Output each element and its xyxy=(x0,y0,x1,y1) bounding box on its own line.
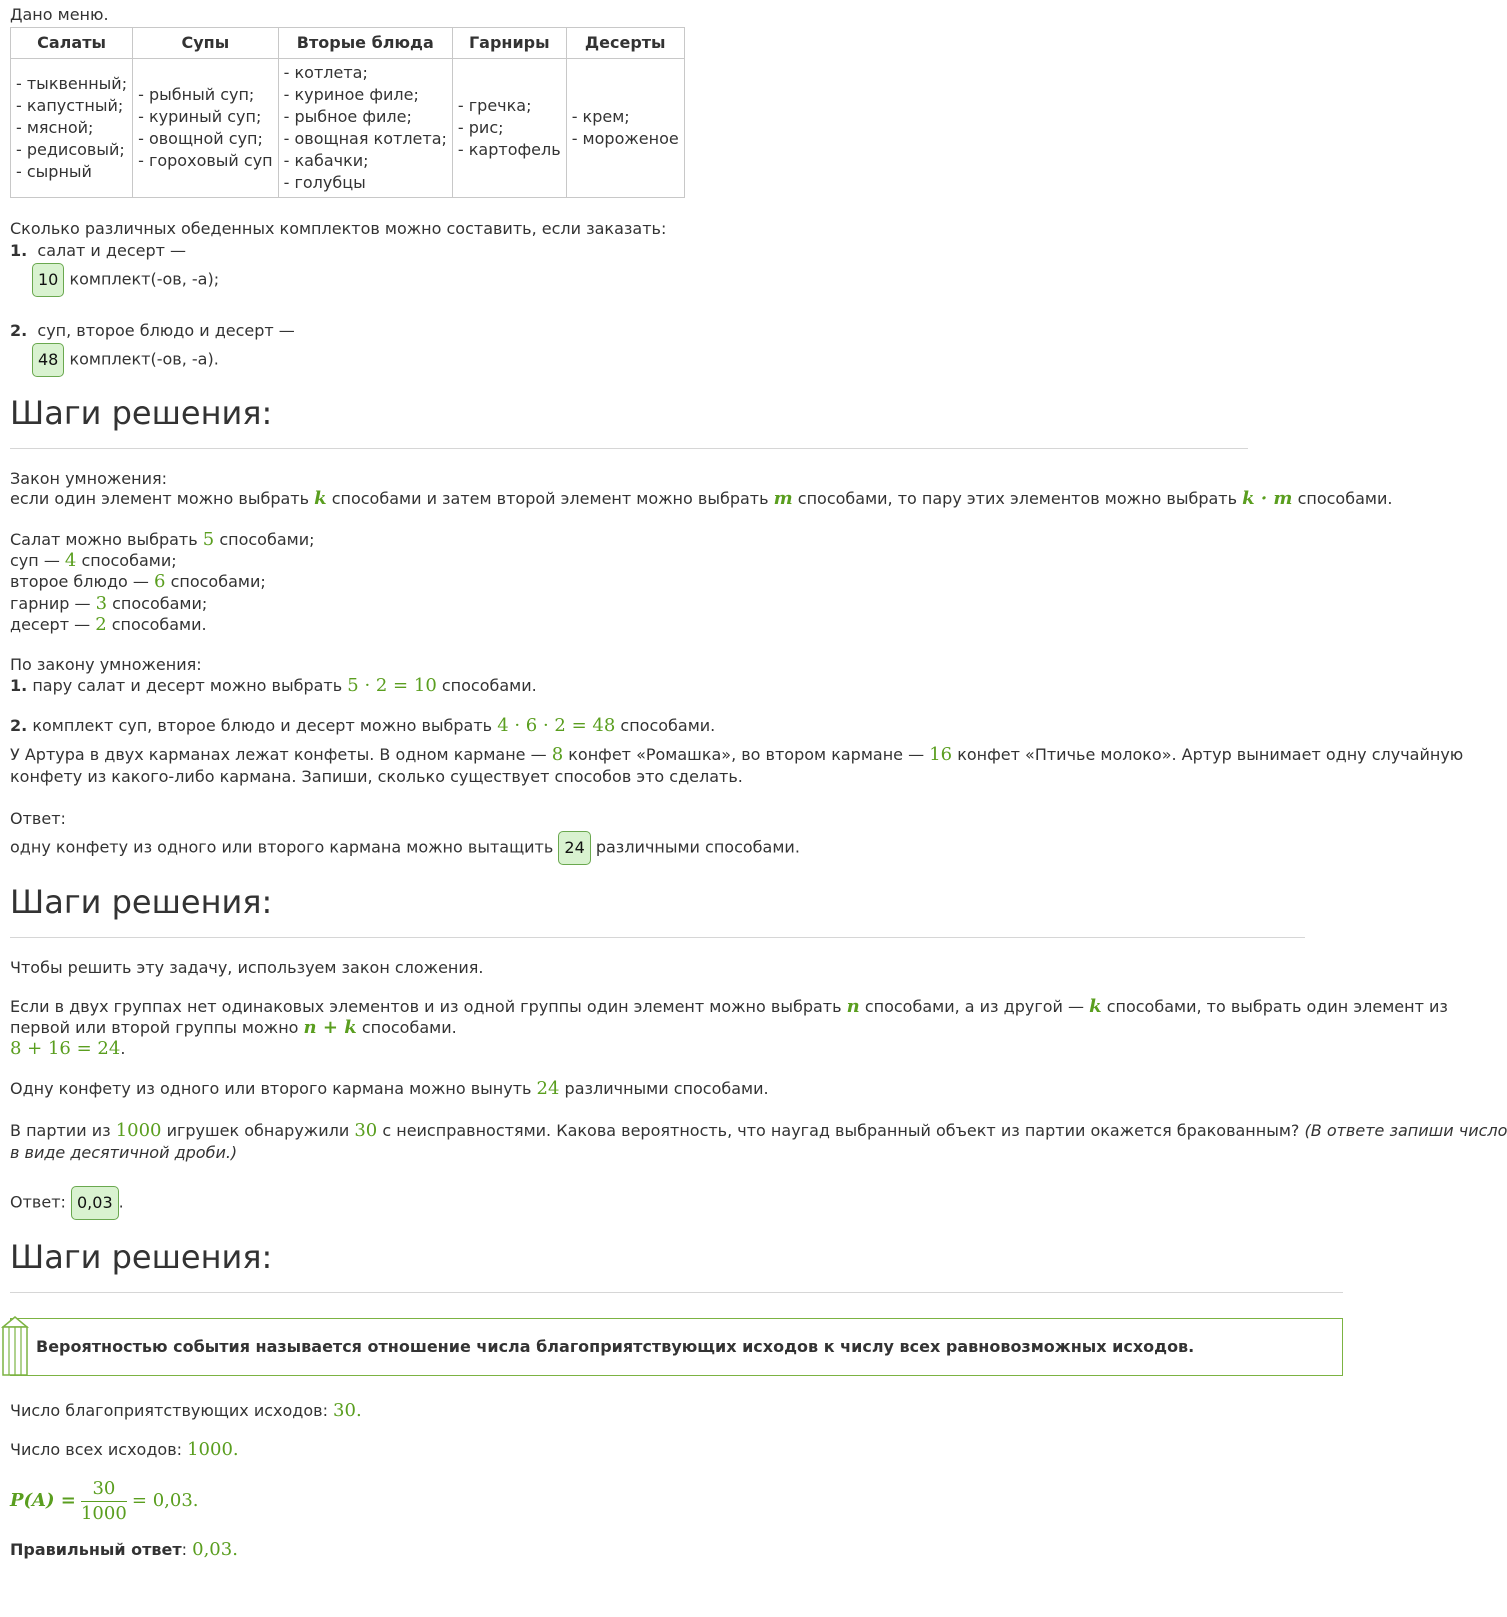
task2-question-line2: конфету из какого-либо кармана. Запиши, сколько существует способов это сделать. xyxy=(10,767,743,786)
math-km: k · m xyxy=(1242,488,1293,509)
menu-item: - мороженое xyxy=(571,129,679,148)
menu-header: Гарниры xyxy=(452,28,566,59)
menu-cell xyxy=(11,59,133,198)
favorable-line: Число благоприятствующих исходов: 30. xyxy=(10,1400,362,1421)
menu-cell xyxy=(452,59,566,198)
task1-answer2-row xyxy=(32,343,219,377)
math-k: k xyxy=(314,488,327,509)
task3-answer-row: Ответ: 0,03 . xyxy=(10,1186,124,1220)
pencil-icon xyxy=(0,1315,31,1379)
intro-text: Дано меню. xyxy=(10,5,109,24)
menu-item: - рыбный суп; xyxy=(138,85,255,104)
by-law-title: По закону умножения: xyxy=(10,655,202,674)
task2-answer-row: одну конфету из одного или второго кармана можно вытащить 24 различными способами. xyxy=(10,831,800,865)
law-title: Закон умножения: xyxy=(10,469,167,488)
task2-step3: 8 + 16 = 24. xyxy=(10,1038,126,1059)
correct-answer-line: Правильный ответ: 0,03. xyxy=(10,1539,238,1560)
item-text: салат и десерт — xyxy=(37,241,187,260)
menu-cell xyxy=(278,59,452,198)
formula-lhs: P(A) = xyxy=(10,1490,76,1511)
formula-rhs: = 0,03. xyxy=(131,1490,199,1511)
task3-question-line1: В партии из 1000 игрушек обнаружили 30 с неисправностями. Какова вероятность, что наугад выбранный объект из партии окажется бракованным? (В ответе запиши число xyxy=(10,1120,1507,1141)
task2-step2-line2: первой или второй группы можно n + k способами. xyxy=(10,1017,457,1038)
soup-line: суп — 4 способами; xyxy=(10,550,177,571)
divider xyxy=(10,937,1305,938)
item-number: 2. xyxy=(10,321,28,340)
law-text: если один элемент можно выбрать k способами и затем второй элемент можно выбрать m способами, то пару этих элементов можно выбрать k · m способами. xyxy=(10,488,1393,509)
result1-line: 1. пару салат и десерт можно выбрать 5 · 2 = 10 способами. xyxy=(10,675,537,696)
answer-box[interactable]: 24 xyxy=(558,831,590,865)
steps-heading: Шаги решения: xyxy=(10,1238,273,1276)
steps-heading: Шаги решения: xyxy=(10,883,273,921)
menu-item: - тыквенный; xyxy=(16,74,128,93)
menu-item: - кабачки; xyxy=(283,151,369,170)
menu-header: Десерты xyxy=(566,28,684,59)
task2-step2-line1: Если в двух группах нет одинаковых элементов и из одной группы один элемент можно выбрать n способами, а из другой — k способами, то выбрать один элемент из xyxy=(10,996,1448,1017)
task2-step4: Одну конфету из одного или второго кармана можно вынуть 24 различными способами. xyxy=(10,1078,769,1099)
item-number: 1. xyxy=(10,241,28,260)
dessert-line: десерт — 2 способами. xyxy=(10,614,207,635)
all-outcomes-line: Число всех исходов: 1000. xyxy=(10,1439,239,1460)
menu-item: - голубцы xyxy=(283,173,366,192)
menu-item: - рыбное филе; xyxy=(283,107,412,126)
answer-suffix: комплект(-ов, -а). xyxy=(69,349,219,369)
task2-step1: Чтобы решить эту задачу, используем закон сложения. xyxy=(10,958,484,977)
divider xyxy=(10,1292,1343,1293)
menu-item: - редисовый; xyxy=(16,140,125,159)
menu-item: - капустный; xyxy=(16,96,124,115)
menu-item: - сырный xyxy=(16,162,92,181)
result2-line: 2. комплект суп, второе блюдо и десерт можно выбрать 4 · 6 · 2 = 48 способами. xyxy=(10,715,716,736)
side-line: гарнир — 3 способами; xyxy=(10,593,208,614)
fraction xyxy=(81,1477,127,1526)
item-text: суп, второе блюдо и десерт — xyxy=(37,321,295,340)
task3-question-line2: в виде десятичной дроби.) xyxy=(10,1143,238,1162)
menu-header: Супы xyxy=(133,28,279,59)
definition-text: Вероятностью события называется отношение числа благоприятствующих исходов к числу всех равновозможных исходов. xyxy=(36,1337,1195,1356)
answer-box[interactable]: 48 xyxy=(32,343,64,377)
task2-question-line1: У Артура в двух карманах лежат конфеты. В одном кармане — 8 конфет «Ромашка», во втором кармане — 16 конфет «Птичье молоко». Артур вынимает одну случайную xyxy=(10,744,1464,765)
menu-item: - куриный суп; xyxy=(138,107,262,126)
menu-row xyxy=(11,59,685,198)
menu-header: Вторые блюда xyxy=(278,28,452,59)
menu-table xyxy=(10,27,685,198)
answer-suffix: комплект(-ов, -а); xyxy=(69,269,220,289)
answer-box[interactable]: 0,03 xyxy=(71,1186,119,1220)
menu-item: - крем; xyxy=(571,107,630,126)
main-line: второе блюдо — 6 способами; xyxy=(10,571,266,592)
menu-item: - гороховый суп xyxy=(138,151,273,170)
divider xyxy=(10,448,1248,449)
task1-item2 xyxy=(10,320,295,342)
fraction-numerator: 30 xyxy=(81,1477,127,1502)
fraction-denominator: 1000 xyxy=(80,1503,127,1524)
math-m: m xyxy=(773,488,793,509)
task1-question: Сколько различных обеденных комплектов можно составить, если заказать: xyxy=(10,219,667,238)
menu-item: - картофель xyxy=(457,140,561,159)
salad-line: Салат можно выбрать 5 способами; xyxy=(10,529,315,550)
menu-item: - куриное филе; xyxy=(283,85,419,104)
task1-answer1-row xyxy=(32,263,219,297)
task2-answer-label: Ответ: xyxy=(10,809,66,828)
definition-note xyxy=(10,1318,1343,1376)
probability-formula xyxy=(10,1476,199,1526)
menu-cell xyxy=(566,59,684,198)
menu-item: - овощная котлета; xyxy=(283,129,447,148)
menu-item: - рис; xyxy=(457,118,504,137)
menu-item: - мясной; xyxy=(16,118,94,137)
menu-item: - овощной суп; xyxy=(138,129,263,148)
menu-item: - гречка; xyxy=(457,96,532,115)
answer-box[interactable]: 10 xyxy=(32,263,64,297)
menu-cell xyxy=(133,59,279,198)
menu-item: - котлета; xyxy=(283,63,368,82)
menu-header-row xyxy=(11,28,685,59)
task1-item1 xyxy=(10,240,186,262)
steps-heading: Шаги решения: xyxy=(10,394,273,432)
menu-header: Салаты xyxy=(11,28,133,59)
